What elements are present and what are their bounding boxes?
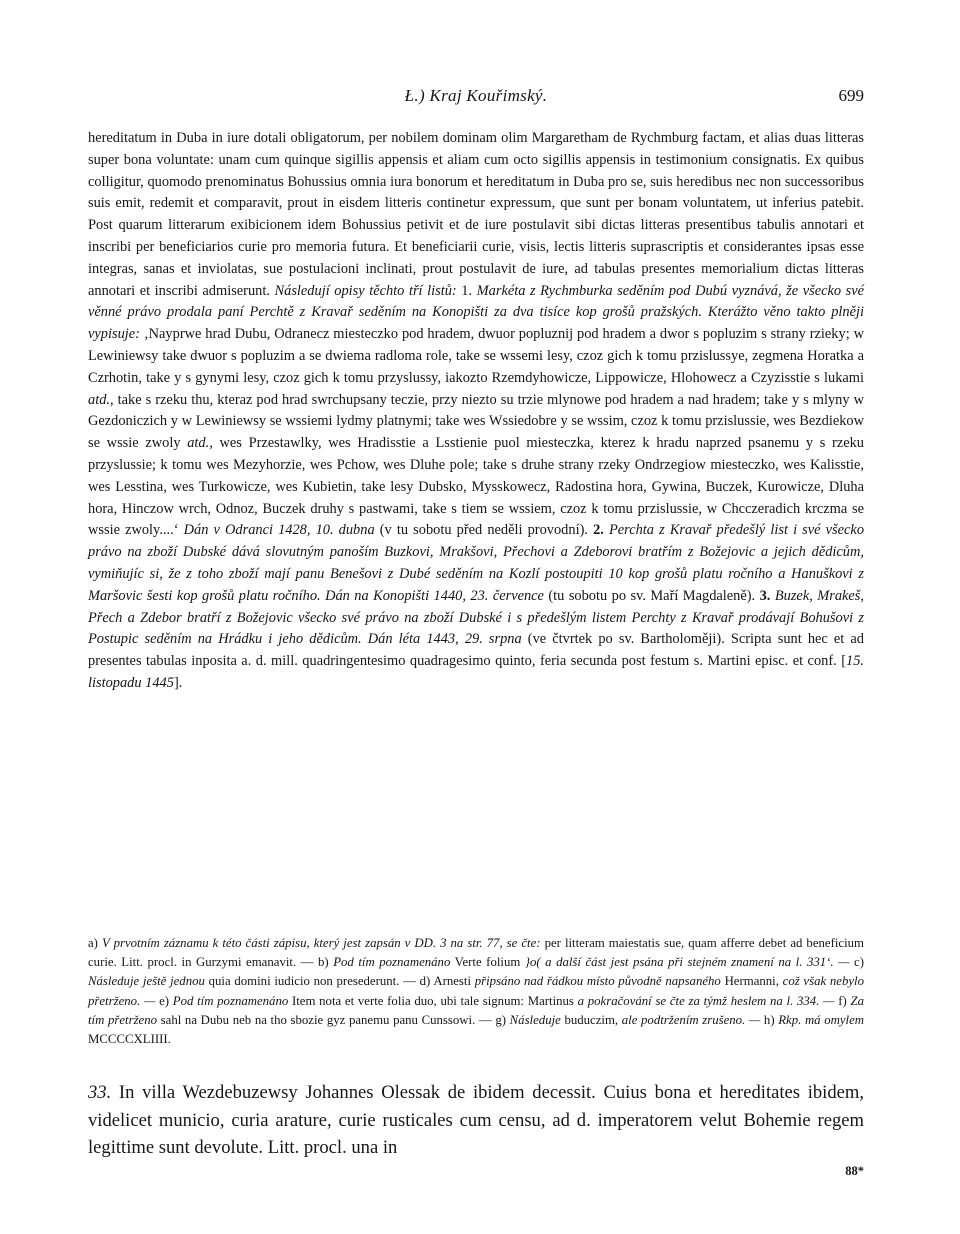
footnotes: [88, 934, 864, 1049]
item-quote: ‚Nayprwe hrad Dubu, Odranecz miesteczko pod hradem, dwuor popluznij pod hradem a dwor s popluzim s strany rzieky; w Lewiniewsy take dwuor s popluzim a se dwiema radloma role, take se wssemi lesy, czoz gich k tomu przislussye, zegmena Horatka a Czrhotin, take y s gynymi lesy, czoz gich k tomu przyslussy, iakozto Rzemdyhowicze, Lippowicze, Hlohowecz a Czyzisstie s lukami: [88, 326, 864, 386]
footnote-g-latin: buduczim,: [560, 1012, 622, 1027]
entry-number: 33.: [88, 1082, 112, 1103]
footnote-mark: a): [88, 936, 102, 950]
item-number: 1.: [461, 282, 477, 299]
footnote-e: Pod tím poznamenáno: [172, 993, 289, 1008]
footnote-b: Pod tím poznamenáno: [333, 955, 451, 970]
footnote-mark: b): [318, 955, 334, 970]
item-date-note: (ve čtvrtek po sv. Bartholoměji).: [521, 631, 725, 648]
footnote-d-latin: Hermanni,: [720, 974, 783, 989]
footnote-mark: e): [159, 993, 173, 1008]
footnote-paragraph: [88, 934, 864, 1049]
footnote-b-latin: Verte folium: [450, 955, 525, 970]
footnote-e-latin: Item nota et verte folia duo, ubi tale signum: Martinus: [288, 993, 578, 1008]
entry-33: [88, 1079, 864, 1162]
footnote-f: Za tím přetrženo: [88, 993, 864, 1027]
footnote-d-latin: Arnesti: [433, 974, 475, 989]
footnote-f-latin: sahl na Dubu neb na tho sbozie gyz panemu panu Cunssowi. —: [157, 1012, 496, 1027]
item-date-note: (v tu sobotu před neděli provodní).: [374, 522, 588, 539]
footnote-d-note: což však nebylo přetrženo. —: [88, 974, 865, 1008]
running-title: Ł.) Kraj Kouřimský.: [404, 86, 548, 105]
latin-record-text: hereditatum in Duba in iure dotali obligatorum, per nobilem dominam olim Margaretham de Rychmburg factam, et alias duas litteras super bona voluntate: unam cum quinque sigillis appensis et aliam cum octo sigillis appensis in testimonium consignatis. Ex quibus colligitur, quomodo prenominatus Bohussius omnia iura bonorum et hereditatum in Duba pro se, suis heredibus nec non successoribus suis emit, redemit et comparavit, prout in eisdem litteris continetur expressum, que sunt per bonam voluntatem, ut inferius patebit. Post quarum litterarum exibicionem idem Bohussius petivit et de iure postulavit sibi dictas litteras presentibus tabulis annotari et inscribi per beneficiarios curie pro memoria futura. Et beneficiarii curie, visis, lectis litteris suprascriptis et considerantes ipsas esse integras, sanas et inviolatas, sue postulacioni inclinati, prout postulavit de iure, ad tabulas presentes memorialium dictas litteras annotari et inscribi admiserunt.: [88, 130, 864, 299]
item-date-note: (tu sobotu po sv. Maří Magdaleně).: [543, 587, 756, 604]
footnote-e-note: a pokračování se čte za týmž heslem na l. 334. —: [577, 993, 839, 1008]
closing-date: 15. listopadu 1445: [88, 653, 864, 691]
footnote-b-note: }o( a další část jest psána při stejném znamení na l. 331‘. —: [524, 955, 855, 970]
footnote-mark: c): [854, 955, 864, 970]
footnote-mark: d): [419, 974, 434, 989]
main-text-block: [88, 128, 864, 695]
footnote-c-latin: quia domini iudicio non presederunt. —: [204, 974, 420, 989]
main-paragraph: [88, 128, 864, 695]
item-number: 3.: [759, 587, 775, 604]
item-date: Dán v Odranci 1428, 10. dubna: [183, 522, 375, 539]
signature-mark: 88*: [845, 1164, 864, 1178]
item-summary: Perchta z Kravař předešlý list i své všecko právo na zboží Dubské dává slovutným panoším Buzkovi, Mrakšovi, Přechovi a Zdeborovi bratřím z Božejovic a jejich dědicům, vymiňujíc si, že z toho zboží mají panu Benešovi z Dubé seděním na Kozlí postoupiti 10 kop grošů platu ročního a Hanuškovi z Maršovic šesti kop grošů platu ročního. Dán na Konopišti 1440, 23. července: [88, 522, 865, 604]
footnote-mark: h): [763, 1012, 779, 1027]
entry-paragraph: [88, 1079, 864, 1162]
abbrev-atd: atd.: [187, 435, 210, 452]
item-summary: Buzek, Mrakeš, Přech a Zdebor bratří z Božejovic všecko své právo na zboží Dubské i s předešlým listem Perchty z Kravař prodávají Bohušovi z Postupic seděním na Hrádku i jeho dědicům. Dán léta 1443, 29. srpna: [88, 587, 865, 648]
item-quote: , wes Przestawlky, wes Hradisstie a Lsstienie puol miesteczka, kterez k hradu naprzed psanemu y s rzeku przyslussie; k tomu wes Mezyhorzie, wes Pchow, wes Dluhe pole; take s druhe strany rzeky Ondrzegiow miesteczko, wes Kalisstie, wes Lesstina, wes Turkowicze, wes Kubietin, take lesy Dubsko, Mysskowecz, Radostina hora, Gywina, Buczek, Kurowicze, Dluha hora, Hinczow wrch, Odnoz, Buczek druhy s pastwami, take s tiem se wssiem, czoz k tomu przislussie, w Chcczeradich krczma se wssie zwoly....‘: [88, 435, 864, 539]
footnote-a-latin: per litteram maiestatis sue, quam afferre debet ad beneficium curie. Litt. procl. in Gurzymi emanavit. —: [88, 936, 864, 970]
footnote-h: Rkp. má omylem: [778, 1012, 865, 1027]
abbrev-atd: atd.: [88, 391, 110, 408]
footnote-a: V prvotním záznamu k této části zápisu, který jest zapsán v DD. 3 na str. 77, se čte:: [101, 936, 541, 950]
footnote-mark: g): [495, 1012, 510, 1027]
footnote-mark: f): [838, 993, 851, 1008]
running-header: [88, 86, 864, 110]
item-number: 2.: [593, 522, 609, 539]
footnote-d: připsáno nad řádkou místo původně napsaného: [474, 974, 721, 989]
item-quote: , take s rzeku thu, kteraz pod hrad swrchupsany teczie, przy niezto su trzie mlynowe pod hradem a nad hradem; take y s mlyny w Gezdoniczich y w Lewiniewsy se wssiemi lydmy platnymi; take wes Wssiedobre y se wssim, czoz k tomu przislussie, wes Bezdiekow se wssie zwoly: [88, 391, 864, 452]
page-number: 699: [838, 86, 864, 105]
entry-text: In villa Wezdebuzewsy Johannes Olessak de ibidem decessit. Cuius bona et hereditates ibidem, videlicet municio, curia arature, curie rusticales cum censu, ad d. imperatorem velut Bohemie regem legittime sunt devolute. Litt. procl. una in: [88, 1082, 864, 1158]
closing-text: Scripta sunt hec et ad presentes tabulas inposita a. d. mill. quadringentesimo quadragesimo quinto, feria secunda post festum s. Martini episc. et conf. [: [88, 631, 864, 670]
footnote-g: Následuje: [509, 1012, 561, 1027]
footnote-g-note: ale podtržením zrušeno. —: [621, 1012, 764, 1027]
footnote-c: Následuje ještě jednou: [88, 974, 205, 989]
closing-end: ].: [173, 674, 183, 691]
intro-italic: Následují opisy těchto tří listů:: [274, 282, 462, 299]
footnote-h-latin: MCCCCXLIIII.: [88, 1032, 171, 1047]
item-summary: Markéta z Rychmburka seděním pod Dubú vyznává, že všecko své věnné právo prodala paní Perchtě z Kravař seděním na Konopišti za dva tisíce kop grošů pražských. Kterážto věno takto plněji vypisuje:: [88, 282, 864, 343]
